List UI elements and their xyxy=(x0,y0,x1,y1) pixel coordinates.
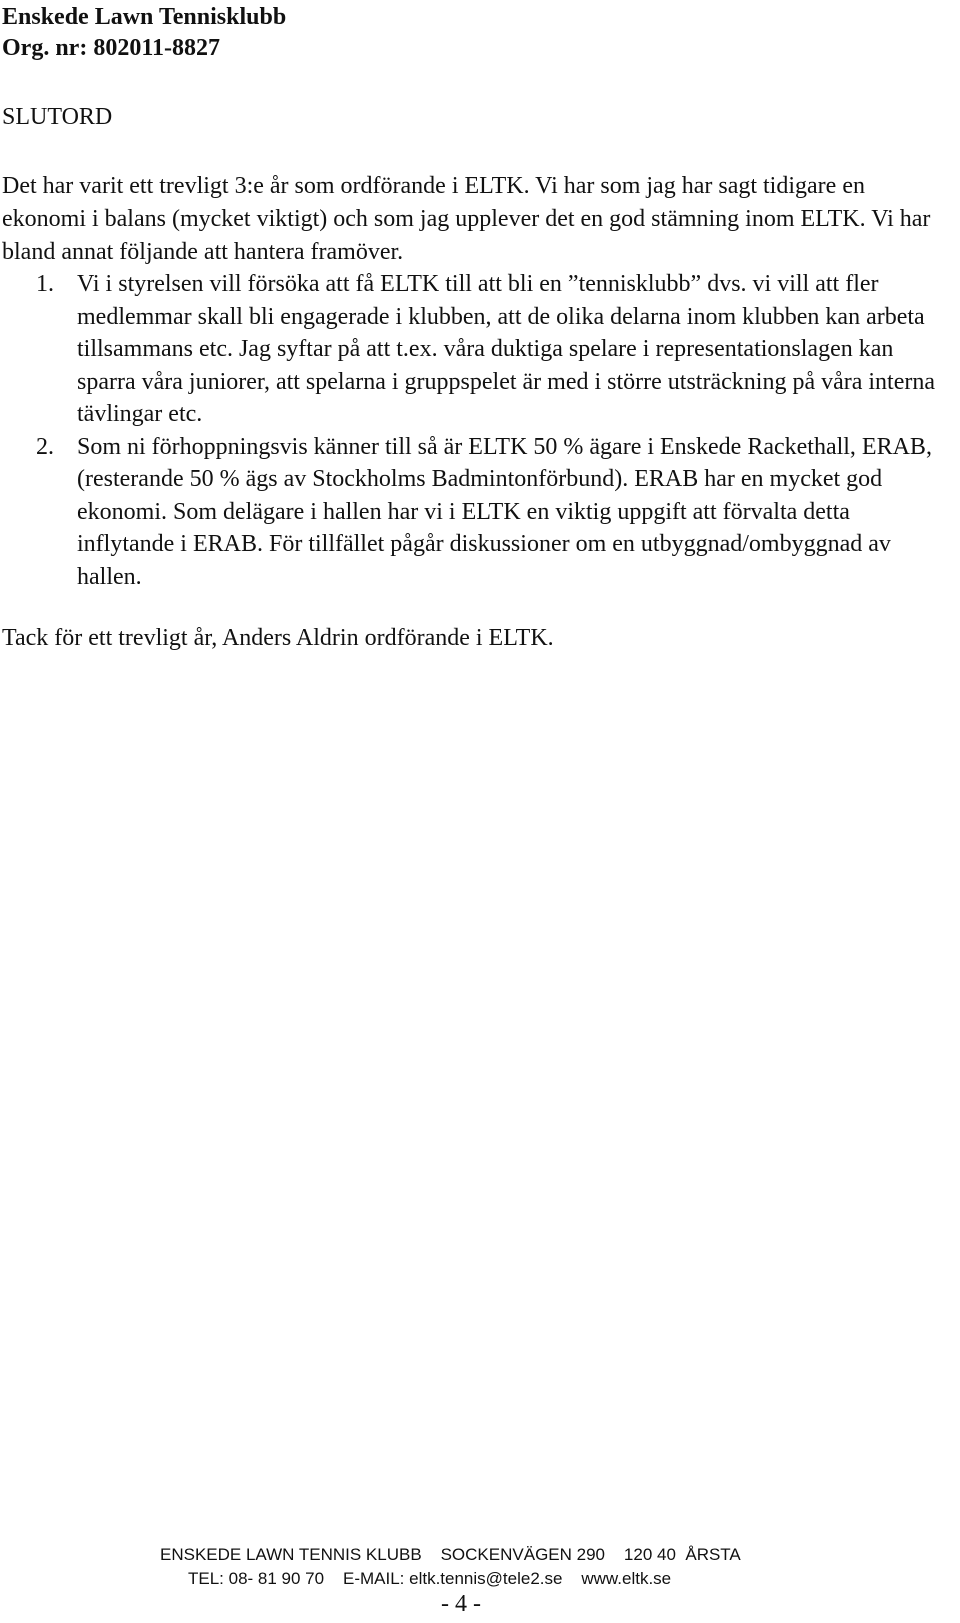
footer-contact-line xyxy=(188,1568,960,1589)
footer-website: www.eltk.se xyxy=(581,1569,672,1588)
footer-email: E-MAIL: eltk.tennis@tele2.se xyxy=(343,1569,563,1588)
org-number: Org. nr: 802011-8827 xyxy=(2,35,220,61)
numbered-list xyxy=(2,268,952,593)
footer-club: ENSKEDE LAWN TENNIS KLUBB xyxy=(160,1545,422,1564)
list-item-number: 2. xyxy=(36,433,54,460)
section-title: SLUTORD xyxy=(2,104,113,130)
footer-address-line xyxy=(160,1544,960,1565)
list-item-number: 1. xyxy=(36,271,54,297)
document-header xyxy=(2,2,286,64)
page-number: - 4 - xyxy=(441,1591,481,1617)
footer-postal: 120 40 ÅRSTA xyxy=(623,1545,741,1564)
closing-paragraph: Tack för ett trevligt år, Anders Aldrin ordförande i ELTK. xyxy=(2,625,554,651)
intro-paragraph: Det har varit ett trevligt 3:e år som ordförande i ELTK. Vi har som jag har sagt tidigare en ekonomi i balans (mycket viktigt) och som jag upplever det en god stämning inom ELTK. Vi har bland annat följande att hantera framöver. xyxy=(2,173,931,265)
footer-address: SOCKENVÄGEN 290 xyxy=(440,1545,605,1564)
list-item-text: Vi i styrelsen vill försöka att få ELTK till att bli en ”tennisklubb” dvs. vi vill att fler medlemmar skall bli engagerade i klubben, att de olika delarna inom klubben kan arbeta tillsammans etc. Jag syftar på att t.ex. våra duktiga spelare i representationslagen kan sparra våra juniorer, att spelarna i gruppspelet är med i större utsträckning på våra interna tävlingar etc. xyxy=(77,271,936,427)
club-name: Enskede Lawn Tennisklubb xyxy=(2,4,287,30)
list-item xyxy=(2,268,952,431)
list-item-text: Som ni förhoppningsvis känner till så är ELTK 50 % ägare i Enskede Rackethall, ERAB, (resterande 50 % ägs av Stockholms Badmintonförbund). ERAB har en mycket god ekonomi. Som delägare i hallen har vi i ELTK en viktig uppgift att förvalta detta inflytande i ERAB. För tillfället pågår diskussioner om en utbyggnad/ombyggnad av hallen. xyxy=(77,433,932,590)
list-item xyxy=(2,431,952,594)
footer-phone: TEL: 08- 81 90 70 xyxy=(188,1569,325,1588)
